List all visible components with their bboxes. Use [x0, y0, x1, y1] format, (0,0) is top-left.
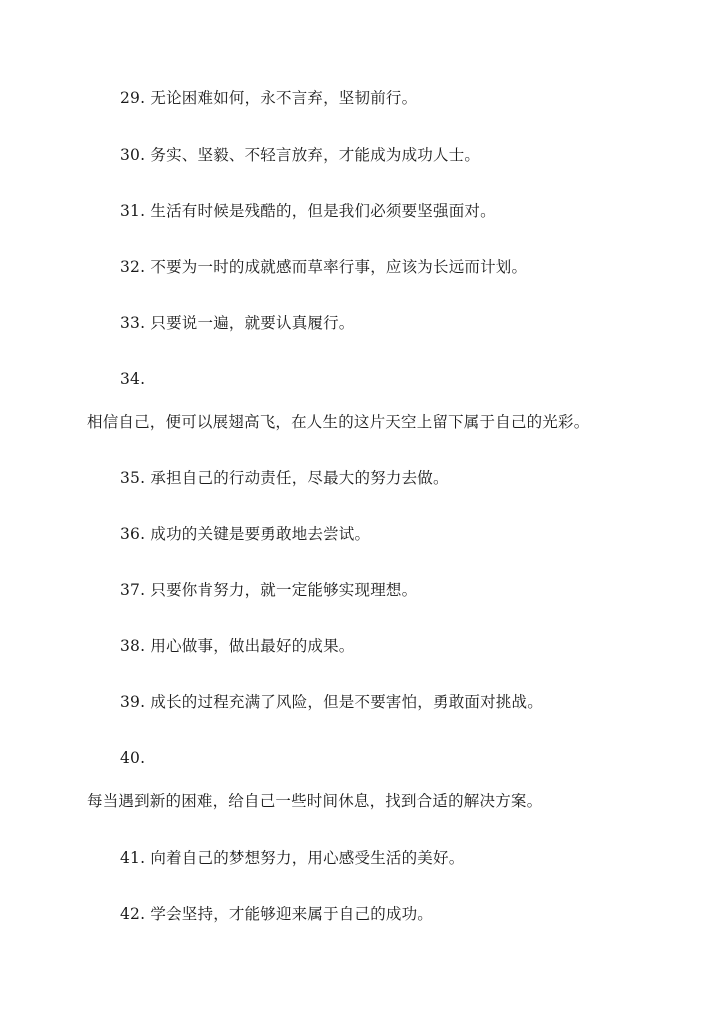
- item-text: 用心做事，做出最好的成果。: [150, 637, 355, 655]
- item-number: 31.: [120, 202, 146, 220]
- item-text: 成长的过程充满了风险，但是不要害怕，勇敢面对挑战。: [150, 693, 543, 711]
- item-number: 29.: [120, 89, 146, 107]
- list-item-42: [120, 904, 433, 924]
- list-item-40-number: [120, 748, 145, 768]
- item-number: 30.: [120, 146, 146, 164]
- list-item-39: [120, 692, 543, 712]
- list-item-36: [120, 524, 370, 544]
- item-number: 32.: [120, 258, 146, 276]
- item-number: 35.: [120, 469, 146, 487]
- item-text: 只要说一遍，就要认真履行。: [150, 314, 355, 332]
- list-item-37: [120, 580, 417, 600]
- item-number: 41.: [120, 849, 146, 867]
- item-text: 相信自己，便可以展翅高飞，在人生的这片天空上留下属于自己的光彩。: [87, 413, 590, 431]
- list-item-40-text: [87, 791, 542, 811]
- item-text: 无论困难如何，永不言弃，坚韧前行。: [150, 89, 418, 107]
- item-text: 向着自己的梦想努力，用心感受生活的美好。: [150, 849, 465, 867]
- item-text: 成功的关键是要勇敢地去尝试。: [150, 525, 371, 543]
- list-item-33: [120, 313, 355, 333]
- item-number: 37.: [120, 581, 146, 599]
- item-text: 承担自己的行动责任，尽最大的努力去做。: [150, 469, 449, 487]
- item-text: 每当遇到新的困难，给自己一些时间休息，找到合适的解决方案。: [87, 792, 543, 810]
- item-text: 只要你肯努力，就一定能够实现理想。: [150, 581, 418, 599]
- list-item-31: [120, 201, 496, 221]
- item-text: 学会坚持，才能够迎来属于自己的成功。: [150, 905, 434, 923]
- item-number: 36.: [120, 525, 146, 543]
- list-item-35: [120, 468, 449, 488]
- item-number: 40.: [120, 749, 146, 767]
- item-text: 生活有时候是残酷的，但是我们必须要坚强面对。: [150, 202, 496, 220]
- item-text: 不要为一时的成就感而草率行事，应该为长远而计划。: [150, 258, 528, 276]
- list-item-34-number: [120, 369, 145, 389]
- item-number: 39.: [120, 693, 146, 711]
- item-number: 38.: [120, 637, 146, 655]
- item-number: 33.: [120, 314, 146, 332]
- list-item-29: [120, 88, 417, 108]
- list-item-34-text: [87, 412, 589, 432]
- list-item-30: [120, 145, 480, 165]
- item-text: 务实、坚毅、不轻言放弃，才能成为成功人士。: [150, 146, 481, 164]
- list-item-38: [120, 636, 355, 656]
- list-item-41: [120, 848, 464, 868]
- item-number: 34.: [120, 370, 146, 388]
- list-item-32: [120, 257, 527, 277]
- item-number: 42.: [120, 905, 146, 923]
